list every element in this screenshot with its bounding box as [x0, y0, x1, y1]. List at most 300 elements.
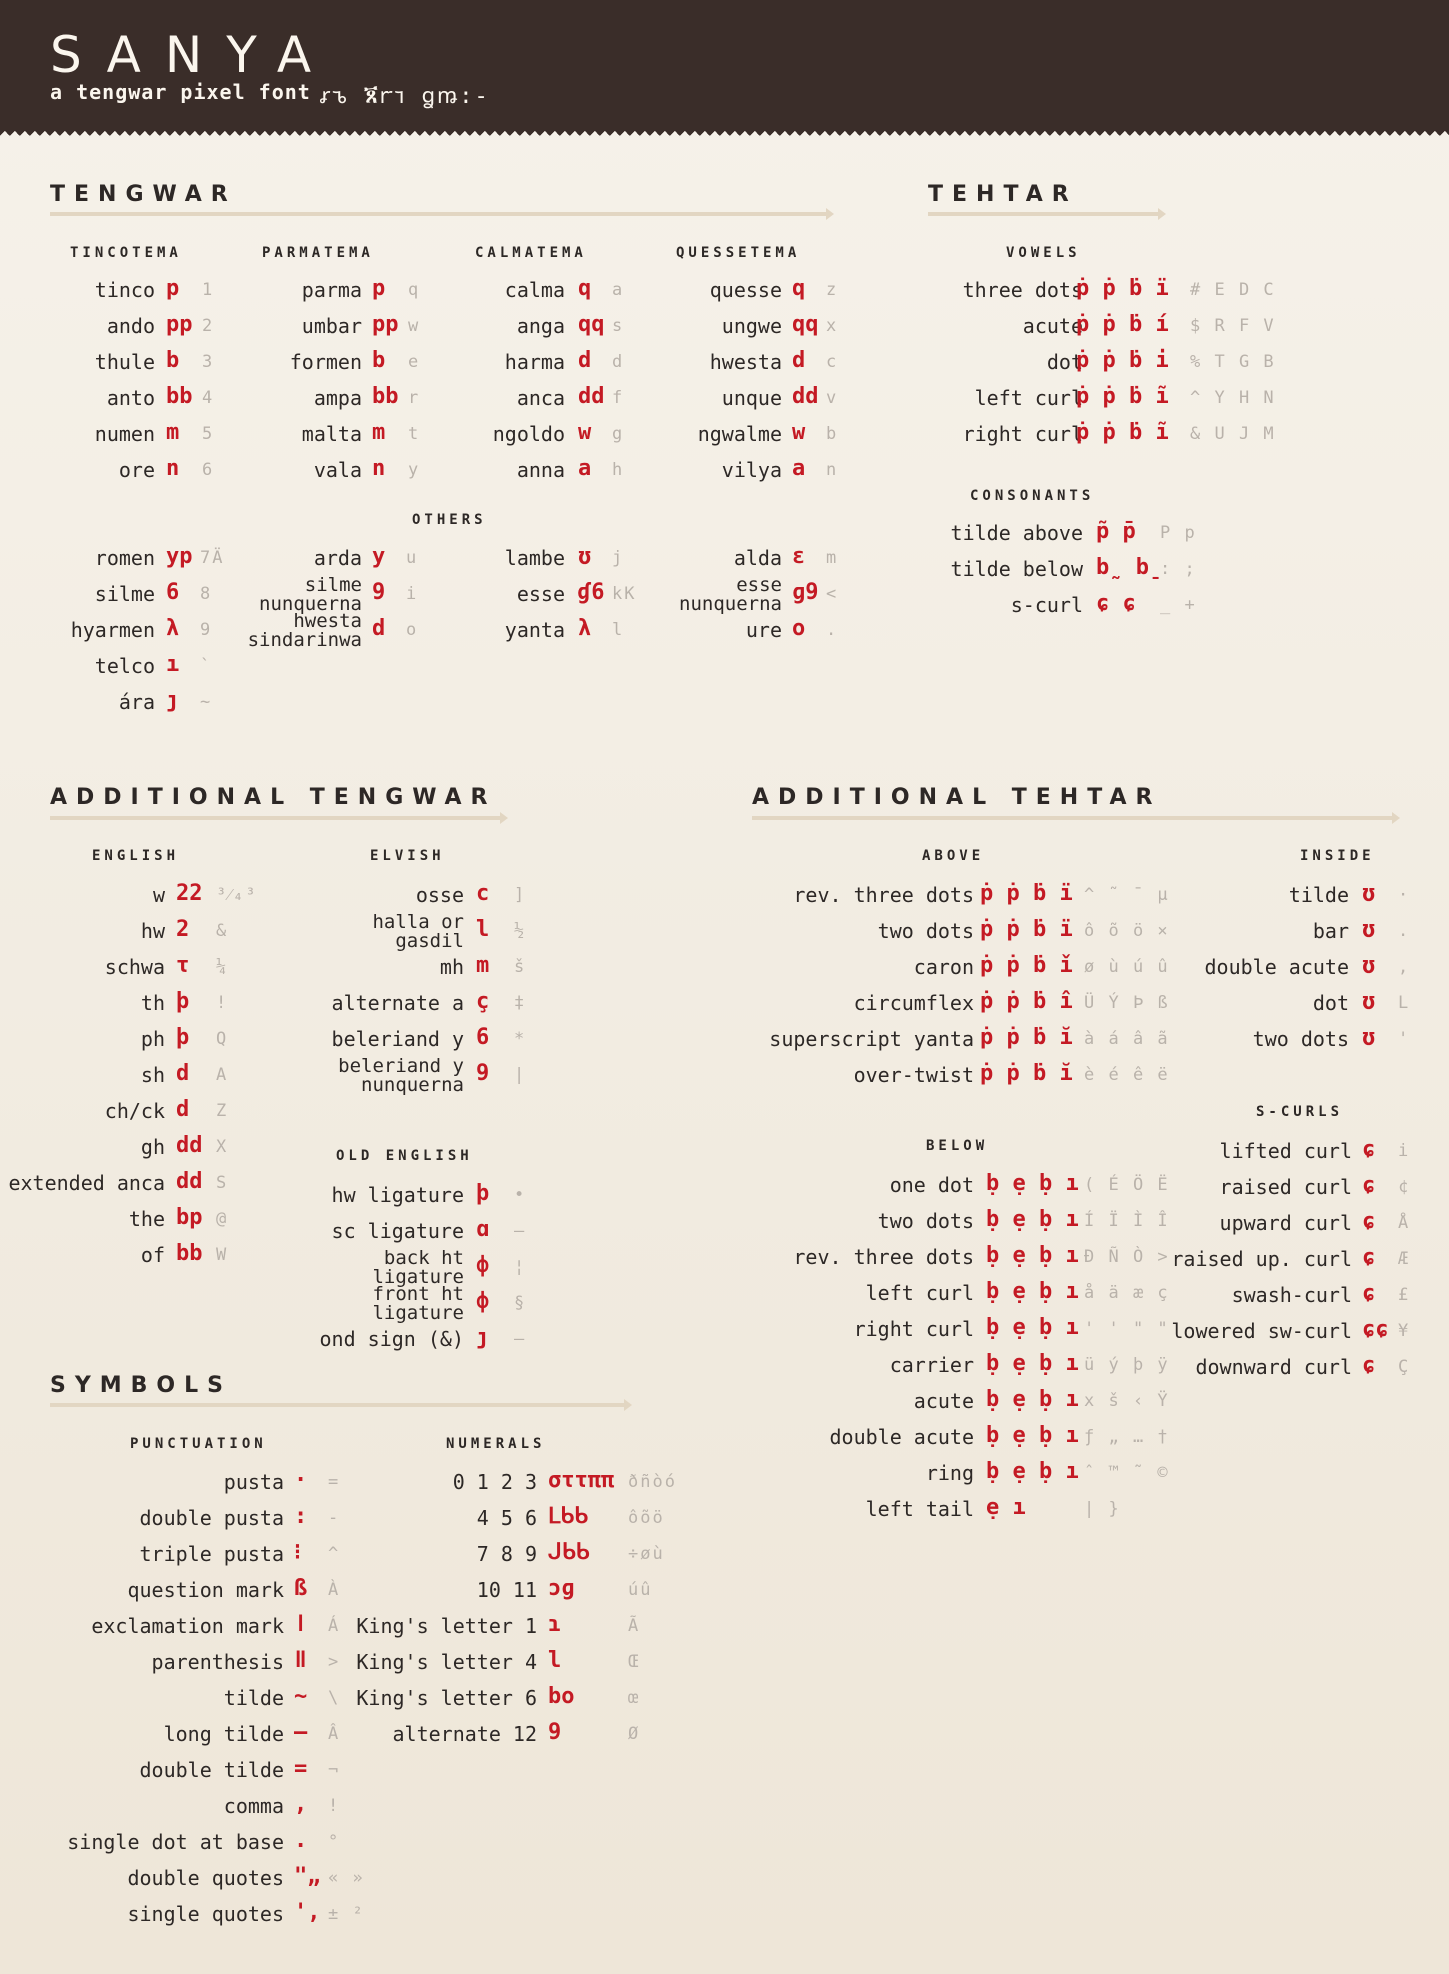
keyboard-key: ½: [514, 921, 527, 941]
tengwar-glyph: l: [548, 1648, 562, 1673]
punctuation-row: [0, 1752, 284, 1786]
tengwar-glyph: þ: [176, 1025, 190, 1050]
keyboard-key: h: [612, 460, 625, 480]
keyboard-key: ': [1398, 1029, 1411, 1049]
inside-row: [0, 913, 1349, 947]
tengwar-glyph: ɔɡ: [548, 1576, 575, 1601]
english-row: [0, 1093, 165, 1127]
vowels-row: [0, 416, 1083, 450]
numerals-row: [0, 1716, 537, 1750]
keyboard-key: 5: [202, 424, 215, 444]
keyboard-key: e: [408, 352, 421, 372]
tengwar-glyph: ṗ ṗ ḃ ĩ: [1076, 420, 1169, 445]
tengwar-glyph: p: [372, 276, 386, 301]
keyboard-key: q: [408, 280, 421, 300]
keyboard-key: v: [826, 388, 839, 408]
tengwar-glyph: dd: [578, 384, 605, 409]
glyph-name: hw: [140, 919, 165, 943]
subhead-s-curls: S-CURLS: [1256, 1104, 1344, 1120]
glyph-name: vilya: [721, 458, 782, 482]
keyboard-key: .: [826, 620, 839, 640]
glyph-name: lambe: [504, 546, 565, 570]
glyph-name: bar: [1312, 919, 1349, 943]
glyph-name: left tail: [865, 1497, 974, 1521]
subhead-calmatema: CALMATEMA: [475, 245, 587, 261]
glyph-name: double acute: [829, 1425, 974, 1449]
tengwar-glyph: ɕ: [1362, 1245, 1376, 1270]
tengwar-glyph: 9: [476, 1061, 490, 1086]
tengwar-glyph: m: [166, 420, 180, 445]
subhead-others: OTHERS: [412, 512, 487, 528]
glyph-name: tilde: [1288, 883, 1349, 907]
section-rule: [50, 816, 502, 820]
tengwar-glyph: b̰ b̠: [1096, 555, 1163, 580]
subhead-vowels: VOWELS: [1006, 245, 1081, 261]
keyboard-key: & U J M: [1190, 424, 1276, 444]
keyboard-key: X: [216, 1137, 229, 1157]
tengwar-glyph: m: [476, 953, 490, 978]
tengwar-glyph: ḅ ẹ ḅ ı: [986, 1351, 1079, 1376]
glyph-name: question mark: [127, 1578, 284, 1602]
tengwar-glyph: .: [294, 1828, 308, 1853]
tengwar-glyph: ǁ: [294, 1648, 308, 1673]
keyboard-key: *: [514, 1029, 527, 1049]
tengwar-glyph: ḅ ẹ ḅ ı: [986, 1387, 1079, 1412]
keyboard-key: =: [328, 1472, 341, 1492]
others1-row: [0, 648, 155, 682]
keyboard-key: x š ‹ Ÿ: [1084, 1391, 1170, 1411]
keyboard-key: W: [216, 1245, 229, 1265]
numerals-row: [0, 1572, 537, 1606]
keyboard-key: —: [514, 1329, 527, 1349]
tengwar-glyph: 6: [476, 1025, 490, 1050]
keyboard-key: kK: [612, 584, 637, 604]
keyboard-key: ÷øù: [628, 1544, 665, 1564]
tengwar-glyph: ʊ: [1362, 881, 1376, 906]
vowels-row: [0, 272, 1083, 306]
glyph-name: left curl: [865, 1281, 974, 1305]
glyph-name: exclamation mark: [91, 1614, 284, 1638]
tengwar-glyph: yp: [166, 544, 193, 569]
s-curls-row: [0, 1241, 1352, 1275]
glyph-name: mh: [439, 955, 464, 979]
tengwar-glyph: ẹ ı: [986, 1495, 1026, 1520]
glyph-name: yanta: [504, 618, 565, 642]
keyboard-key: x: [826, 316, 839, 336]
tengwar-glyph: ʊ: [1362, 917, 1376, 942]
glyph-name: anga: [516, 314, 565, 338]
keyboard-key: §: [514, 1293, 527, 1313]
glyph-name: ond sign (&): [319, 1327, 464, 1351]
glyph-name: caron: [913, 955, 974, 979]
tengwar-glyph: qq: [578, 312, 605, 337]
keyboard-key: % T G B: [1190, 352, 1276, 372]
subhead-punctuation: PUNCTUATION: [130, 1436, 267, 1452]
keyboard-key: 7Ä: [200, 548, 225, 568]
glyph-name: anca: [516, 386, 565, 410]
tengwar-glyph: ɕɕ: [1362, 1317, 1389, 1342]
tengwar-glyph: ᒍᑲᑲ: [548, 1540, 590, 1565]
section-symbols: SYMBOLS: [50, 1373, 233, 1398]
section-additional-tengwar: ADDITIONAL TENGWAR: [50, 785, 497, 810]
punctuation-row: [0, 1896, 284, 1930]
tengwar-glyph: y: [372, 544, 386, 569]
keyboard-key: w: [408, 316, 421, 336]
glyph-name: tilde above: [950, 521, 1083, 545]
tengwar-glyph: ʊ: [578, 544, 592, 569]
keyboard-key: !: [216, 993, 229, 1013]
consonants-row: [0, 515, 1083, 549]
glyph-name: thule: [94, 350, 155, 374]
tengwar-glyph: ɕ ɕ: [1096, 591, 1136, 616]
tengwar-glyph: ɛ: [792, 544, 806, 569]
keyboard-key: d: [612, 352, 625, 372]
tengwar-glyph: ɑ: [476, 1217, 490, 1242]
subhead-below: BELOW: [926, 1138, 989, 1154]
keyboard-key: Z: [216, 1101, 229, 1121]
tengwar-glyph: λ: [166, 616, 180, 641]
keyboard-key: i: [1398, 1141, 1411, 1161]
tengwar-glyph: þ: [476, 1181, 490, 1206]
keyboard-key: >: [328, 1652, 341, 1672]
keyboard-key: $ R F V: [1190, 316, 1276, 336]
tengwar-glyph: qq: [792, 312, 819, 337]
keyboard-key: |: [514, 1065, 527, 1085]
keyboard-key: 4: [202, 388, 215, 408]
tengwar-glyph: ḅ ẹ ḅ ı: [986, 1243, 1079, 1268]
tengwar-glyph: ß: [294, 1576, 308, 1601]
glyph-name: ngoldo: [492, 422, 565, 446]
font-subtitle: a tengwar pixel font: [50, 80, 311, 104]
keyboard-key: a: [612, 280, 625, 300]
tengwar-glyph: bp: [176, 1205, 203, 1230]
quessetema-row: [0, 452, 782, 486]
glyph-name: w: [152, 883, 165, 907]
inside-row: [0, 949, 1349, 983]
tengwar-glyph: ɕ: [1362, 1353, 1376, 1378]
tengwar-glyph: ɕ: [1362, 1281, 1376, 1306]
keyboard-key: A: [216, 1065, 229, 1085]
glyph-name: single quotes: [127, 1902, 284, 1926]
glyph-name: alda: [733, 546, 782, 570]
tengwar-glyph: dd: [176, 1169, 203, 1194]
keyboard-key: ¬: [328, 1760, 341, 1780]
glyph-name: lowered sw-curl: [1171, 1319, 1352, 1343]
section-tehtar: TEHTAR: [928, 182, 1078, 207]
tengwar-glyph: "„: [294, 1864, 321, 1889]
glyph-name: halla or gasdil: [372, 911, 464, 952]
keyboard-key: ¢: [1398, 1177, 1411, 1197]
glyph-name: rev. three dots: [793, 883, 974, 907]
keyboard-key: å ä æ ç: [1084, 1283, 1170, 1303]
tengwar-glyph: a: [578, 456, 592, 481]
glyph-name: the: [128, 1207, 165, 1231]
s-curls-row: [0, 1349, 1352, 1383]
font-subtitle-tengwar: ꭉꭌ ꬨꭈꭋ ꬶꬺ:-: [320, 84, 490, 109]
glyph-name: left curl: [974, 386, 1083, 410]
tengwar-glyph: bb: [176, 1241, 203, 1266]
keyboard-key: à á â ã: [1084, 1029, 1170, 1049]
glyph-name: 7 8 9: [476, 1542, 537, 1566]
tengwar-glyph: n: [166, 456, 180, 481]
keyboard-key: @: [216, 1209, 229, 1229]
keyboard-key: f: [612, 388, 625, 408]
subhead-consonants: CONSONANTS: [970, 488, 1095, 504]
glyph-name: ore: [118, 458, 155, 482]
inside-row: [0, 985, 1349, 1019]
glyph-name: parma: [301, 278, 362, 302]
tengwar-glyph: bb: [372, 384, 399, 409]
numerals-row: [0, 1608, 537, 1642]
glyph-name: quesse: [709, 278, 782, 302]
others1-row: [0, 684, 155, 718]
tengwar-glyph: ḅ ẹ ḅ ı: [986, 1315, 1079, 1340]
tengwar-glyph: a: [792, 456, 806, 481]
glyph-name: double quotes: [127, 1866, 284, 1890]
glyph-name: unque: [721, 386, 782, 410]
tengwar-glyph: ɿ: [548, 1612, 562, 1637]
glyph-name: hyarmen: [70, 618, 155, 642]
tengwar-glyph: ',: [294, 1900, 321, 1925]
section-tengwar: TENGWAR: [50, 182, 237, 207]
glyph-name: parenthesis: [151, 1650, 284, 1674]
keyboard-key: n: [826, 460, 839, 480]
keyboard-key: ³⁄₄³: [216, 885, 258, 905]
keyboard-key: l: [612, 620, 625, 640]
keyboard-key: y: [408, 460, 421, 480]
keyboard-key: ,: [1398, 957, 1411, 977]
glyph-name: malta: [301, 422, 362, 446]
glyph-name: anna: [516, 458, 565, 482]
glyph-name: long tilde: [163, 1722, 284, 1746]
tengwar-glyph: ṗ ṗ ḃ ï: [980, 881, 1073, 906]
keyboard-key: z: [826, 280, 839, 300]
keyboard-key: £: [1398, 1285, 1411, 1305]
glyph-name: hwesta sindarinwa: [247, 610, 362, 651]
glyph-name: anto: [106, 386, 155, 410]
subhead-elvish: ELVISH: [370, 848, 445, 864]
glyph-name: ungwe: [721, 314, 782, 338]
s-curls-row: [0, 1169, 1352, 1203]
tengwar-glyph: 2: [176, 917, 190, 942]
tengwar-glyph: q: [578, 276, 592, 301]
glyph-name: three dots: [962, 278, 1083, 302]
keyboard-key: ¦: [514, 1257, 527, 1277]
keyboard-key: S: [216, 1173, 229, 1193]
glyph-name: King's letter 4: [356, 1650, 537, 1674]
punctuation-row: [0, 1788, 284, 1822]
glyph-name: right curl: [853, 1317, 974, 1341]
glyph-name: right curl: [962, 422, 1083, 446]
keyboard-key: ˆ ™ ˜ ©: [1084, 1463, 1170, 1483]
glyph-name: tinco: [94, 278, 155, 302]
numerals-row: [0, 1464, 537, 1498]
glyph-name: downward curl: [1195, 1355, 1352, 1379]
keyboard-key: °: [328, 1832, 341, 1852]
glyph-name: osse: [415, 883, 464, 907]
glyph-name: carrier: [889, 1353, 974, 1377]
keyboard-key: t: [408, 424, 421, 444]
keyboard-key: | }: [1084, 1499, 1121, 1519]
keyboard-key: .: [1398, 921, 1411, 941]
glyph-name: acute: [1022, 314, 1083, 338]
tengwar-glyph: n: [372, 456, 386, 481]
keyboard-key: g: [612, 424, 625, 444]
tengwar-glyph: ḅ ẹ ḅ ı: [986, 1279, 1079, 1304]
glyph-name: telco: [94, 654, 155, 678]
tengwar-glyph: ф: [476, 1253, 490, 1278]
tengwar-glyph: pp: [166, 312, 193, 337]
tengwar-glyph: b: [166, 348, 180, 373]
tengwar-glyph: σττππ: [548, 1468, 615, 1493]
tengwar-glyph: ʊ: [1362, 953, 1376, 978]
tengwar-glyph: dd: [792, 384, 819, 409]
keyboard-key: ø ù ú û: [1084, 957, 1170, 977]
keyboard-key: : ;: [1160, 559, 1197, 579]
glyph-name: schwa: [104, 955, 165, 979]
glyph-name: extended anca: [8, 1171, 165, 1195]
below-row: [0, 1419, 974, 1453]
tengwar-glyph: ǀ: [294, 1612, 308, 1637]
keyboard-key: ðñòó: [628, 1472, 677, 1492]
glyph-name: 0 1 2 3: [452, 1470, 537, 1494]
glyph-name: ampa: [313, 386, 362, 410]
tengwar-glyph: dd: [176, 1133, 203, 1158]
glyph-name: calma: [504, 278, 565, 302]
tengwar-glyph: d: [792, 348, 806, 373]
subhead-tincotema: TINCOTEMA: [70, 245, 182, 261]
keyboard-key: m: [826, 548, 839, 568]
glyph-name: double tilde: [139, 1758, 284, 1782]
glyph-name: hw ligature: [331, 1183, 464, 1207]
glyph-name: beleriand y: [331, 1027, 464, 1051]
glyph-name: hwesta: [709, 350, 782, 374]
glyph-name: back ht ligature: [372, 1247, 464, 1288]
keyboard-key: è é ê ë: [1084, 1065, 1170, 1085]
tengwar-glyph: ɡ9: [792, 580, 819, 605]
tengwar-glyph: ɕ: [1362, 1209, 1376, 1234]
s-curls-row: [0, 1205, 1352, 1239]
tengwar-glyph: d: [578, 348, 592, 373]
tengwar-glyph: pp: [372, 312, 399, 337]
section-rule: [50, 212, 828, 216]
tengwar-glyph: ı: [166, 652, 180, 677]
tengwar-glyph: m: [372, 420, 386, 445]
subhead-old-english: OLD ENGLISH: [336, 1148, 473, 1164]
tengwar-glyph: p̃ p̄: [1096, 519, 1136, 544]
keyboard-key: Q: [216, 1029, 229, 1049]
keyboard-key: œ: [628, 1688, 641, 1708]
keyboard-key: úû: [628, 1580, 653, 1600]
glyph-name: triple pusta: [139, 1542, 284, 1566]
glyph-name: tilde: [223, 1686, 284, 1710]
tengwar-glyph: ,: [294, 1792, 308, 1817]
keyboard-key: « »: [328, 1868, 365, 1888]
keyboard-key: b: [826, 424, 839, 444]
glyph-name: esse: [516, 582, 565, 606]
keyboard-key: ' ' " ": [1084, 1319, 1170, 1339]
keyboard-key: Í Ï Ì Î: [1084, 1211, 1170, 1231]
keyboard-key: ¥: [1398, 1321, 1411, 1341]
glyph-name: alternate 12: [392, 1722, 537, 1746]
subhead-parmatema: PARMATEMA: [262, 245, 374, 261]
glyph-name: s-curl: [1010, 593, 1083, 617]
tengwar-glyph: ʊ: [1362, 989, 1376, 1014]
glyph-name: silme: [94, 582, 155, 606]
glyph-name: acute: [913, 1389, 974, 1413]
keyboard-key: s: [612, 316, 625, 336]
s-curls-row: [0, 1313, 1352, 1347]
tengwar-glyph: ṗ ṗ ḃ ï: [980, 917, 1073, 942]
tengwar-glyph: ṗ ṗ ḃ ĭ: [980, 1025, 1073, 1050]
glyph-name: rev. three dots: [793, 1245, 974, 1269]
glyph-name: esse nunquerna: [679, 574, 782, 615]
glyph-name: over-twist: [853, 1063, 974, 1087]
glyph-name: pusta: [223, 1470, 284, 1494]
tengwar-glyph: ṗ ṗ ḃ ǐ: [980, 953, 1073, 978]
keyboard-key: ( É Ö Ë: [1084, 1175, 1170, 1195]
keyboard-key: -: [328, 1508, 341, 1528]
keyboard-key: ~: [200, 692, 213, 712]
keyboard-key: L: [1398, 993, 1411, 1013]
below-row: [0, 1383, 974, 1417]
keyboard-key: ƒ „ … †: [1084, 1427, 1170, 1447]
tengwar-glyph: w: [578, 420, 592, 445]
tengwar-glyph: ʊ: [1362, 1025, 1376, 1050]
punctuation-row: [0, 1860, 284, 1894]
keyboard-key: u: [406, 548, 419, 568]
tengwar-glyph: þ: [176, 989, 190, 1014]
glyph-name: sh: [140, 1063, 165, 1087]
glyph-name: beleriand y nunquerna: [338, 1055, 464, 1096]
tengwar-glyph: o: [792, 616, 806, 641]
glyph-name: umbar: [301, 314, 362, 338]
subhead-numerals: NUMERALS: [446, 1436, 546, 1452]
tengwar-glyph: ḅ ẹ ḅ ı: [986, 1459, 1079, 1484]
above-row: [0, 1057, 974, 1091]
subhead-inside: INSIDE: [1300, 848, 1375, 864]
glyph-name: formen: [289, 350, 362, 374]
vowels-row: [0, 380, 1083, 414]
keyboard-key: &: [216, 921, 229, 941]
tengwar-glyph: λ: [578, 616, 592, 641]
glyph-name: dot: [1046, 350, 1083, 374]
keyboard-key: š: [514, 957, 527, 977]
header-banner: [0, 0, 1449, 131]
glyph-name: gh: [140, 1135, 165, 1159]
tengwar-glyph: 9: [548, 1720, 562, 1745]
keyboard-key: ôõö: [628, 1508, 665, 1528]
keyboard-key: \: [328, 1688, 341, 1708]
tengwar-glyph: ɕ: [1362, 1173, 1376, 1198]
keyboard-key: ± ²: [328, 1904, 365, 1924]
glyph-name: raised up. curl: [1171, 1247, 1352, 1271]
section-rule: [752, 816, 1394, 820]
keyboard-key: Ø: [628, 1724, 641, 1744]
tengwar-glyph: bb: [166, 384, 193, 409]
keyboard-key: À: [328, 1580, 341, 1600]
glyph-name: ando: [106, 314, 155, 338]
glyph-name: front ht ligature: [372, 1283, 464, 1324]
glyph-name: ph: [140, 1027, 165, 1051]
glyph-name: upward curl: [1219, 1211, 1352, 1235]
glyph-name: th: [140, 991, 165, 1015]
numerals-row: [0, 1500, 537, 1534]
tengwar-glyph: ȷ: [476, 1325, 490, 1350]
keyboard-key: Ç: [1398, 1357, 1411, 1377]
tengwar-glyph: bo: [548, 1684, 575, 1709]
tengwar-glyph: p: [166, 276, 180, 301]
